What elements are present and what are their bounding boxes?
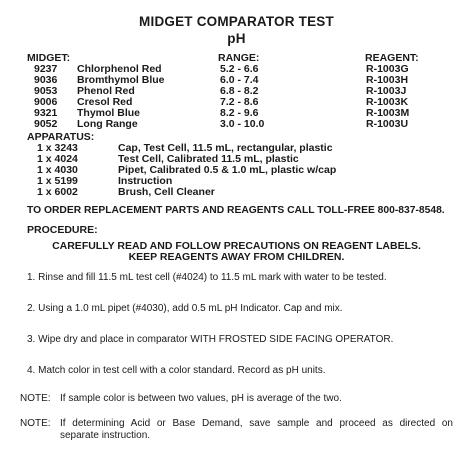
midget-code: 9052 bbox=[34, 118, 58, 130]
midget-name: Thymol Blue bbox=[77, 107, 141, 119]
midget-reagent: R-1003M bbox=[366, 107, 410, 119]
range-column-header: RANGE: bbox=[218, 52, 260, 64]
apparatus-qty: 1 x 5199 bbox=[37, 175, 78, 187]
precaution-warning-line1: CAREFULLY READ AND FOLLOW PRECAUTIONS ON REAGENT LABELS. bbox=[52, 240, 421, 252]
midget-code: 9237 bbox=[34, 63, 58, 75]
midget-range: 5.2 - 6.6 bbox=[220, 63, 259, 75]
midget-range: 6.0 - 7.4 bbox=[220, 74, 259, 86]
apparatus-qty: 1 x 3243 bbox=[37, 142, 78, 154]
apparatus-item bbox=[0, 186, 473, 198]
apparatus-qty: 1 x 4024 bbox=[37, 153, 78, 165]
note-label: NOTE: bbox=[20, 418, 51, 429]
midget-name: Cresol Red bbox=[77, 96, 133, 108]
order-phone-line: TO ORDER REPLACEMENT PARTS AND REAGENTS CALL TOLL-FREE 800-837-8548. bbox=[27, 205, 445, 216]
midget-name: Bromthymol Blue bbox=[77, 74, 165, 86]
midget-code: 9036 bbox=[34, 74, 58, 86]
apparatus-desc: Test Cell, Calibrated 11.5 mL, plastic bbox=[118, 153, 299, 165]
note-text-continued: separate instruction. bbox=[60, 430, 151, 441]
apparatus-qty: 1 x 4030 bbox=[37, 164, 78, 176]
apparatus-desc: Pipet, Calibrated 0.5 & 1.0 mL, plastic w/cap bbox=[118, 164, 337, 176]
midget-range: 6.8 - 8.2 bbox=[220, 85, 259, 97]
midget-reagent: R-1003J bbox=[366, 85, 407, 97]
midget-code: 9053 bbox=[34, 85, 58, 97]
midget-range: 8.2 - 9.6 bbox=[220, 107, 259, 119]
page-title: MIDGET COMPARATOR TEST bbox=[139, 14, 334, 29]
midget-range: 7.2 - 8.6 bbox=[220, 96, 259, 108]
page-subtitle: pH bbox=[227, 31, 246, 46]
procedure-step-3: 3. Wipe dry and place in comparator WITH FROSTED SIDE FACING OPERATOR. bbox=[27, 334, 394, 345]
procedure-heading: PROCEDURE: bbox=[27, 224, 98, 236]
midget-row bbox=[0, 118, 473, 130]
apparatus-qty: 1 x 6002 bbox=[37, 186, 78, 198]
midget-name: Chlorphenol Red bbox=[77, 63, 162, 75]
midget-code: 9321 bbox=[34, 107, 58, 119]
procedure-step-1: 1. Rinse and fill 11.5 mL test cell (#4024) to 11.5 mL mark with water to be tested. bbox=[27, 272, 387, 283]
midget-column-header: MIDGET: bbox=[27, 52, 71, 64]
midget-reagent: R-1003K bbox=[366, 96, 409, 108]
apparatus-desc: Brush, Cell Cleaner bbox=[118, 186, 215, 198]
midget-reagent: R-1003G bbox=[366, 63, 409, 75]
midget-range: 3.0 - 10.0 bbox=[220, 118, 265, 130]
midget-code: 9006 bbox=[34, 96, 58, 108]
midget-reagent: R-1003U bbox=[366, 118, 409, 130]
note-label: NOTE: bbox=[20, 393, 51, 404]
precaution-warning-line2: KEEP REAGENTS AWAY FROM CHILDREN. bbox=[128, 251, 345, 263]
note-text: If sample color is between two values, pH is average of the two. bbox=[60, 393, 342, 404]
midget-name: Phenol Red bbox=[77, 85, 135, 97]
note-text: If determining Acid or Base Demand, save sample and proceed as directed on bbox=[60, 418, 453, 429]
procedure-step-4: 4. Match color in test cell with a color standard. Record as pH units. bbox=[27, 365, 326, 376]
reagent-column-header: REAGENT: bbox=[365, 52, 419, 64]
apparatus-desc: Cap, Test Cell, 11.5 mL, rectangular, plastic bbox=[118, 142, 333, 154]
apparatus-desc: Instruction bbox=[118, 175, 173, 187]
midget-reagent: R-1003H bbox=[366, 74, 409, 86]
apparatus-heading: APPARATUS: bbox=[27, 131, 95, 143]
midget-name: Long Range bbox=[77, 118, 138, 130]
procedure-step-2: 2. Using a 1.0 mL pipet (#4030), add 0.5 mL pH Indicator. Cap and mix. bbox=[27, 303, 343, 314]
